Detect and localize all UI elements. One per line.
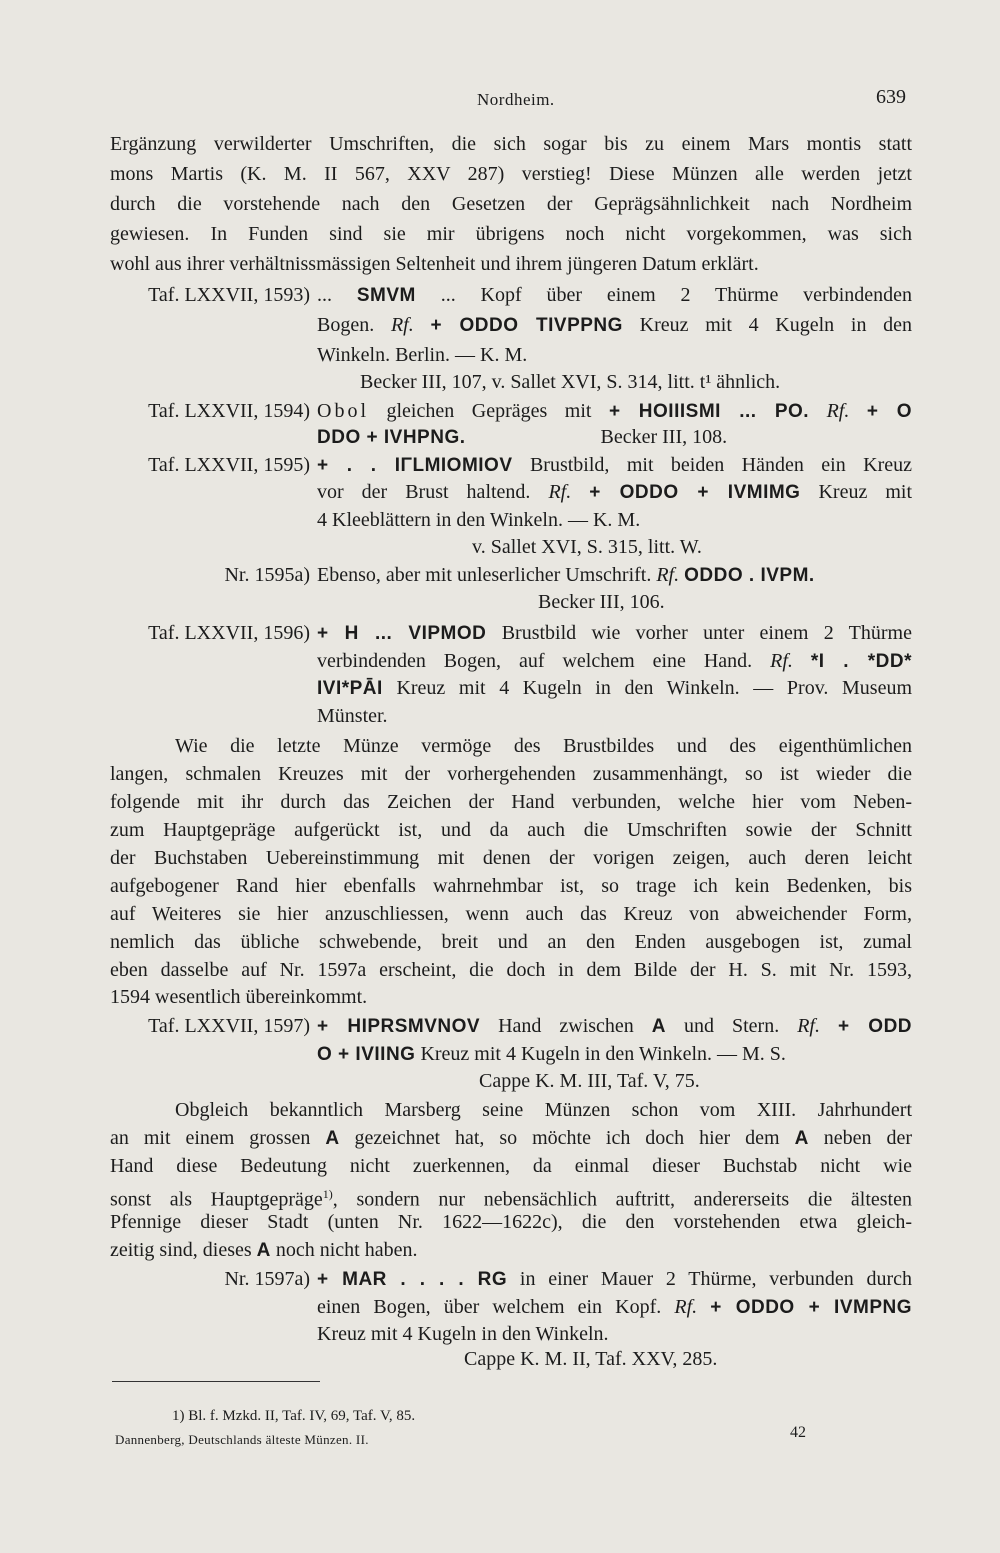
entry-1595-line3: 4 Kleeblättern in den Winkeln. — K. M. bbox=[317, 509, 641, 531]
coin-legend: DDO + IVHPNG. bbox=[317, 427, 466, 448]
para3-line: Hand diese Bedeutung nicht zuerkennen, da einmal dieser Buchstab nicht wie bbox=[110, 1155, 912, 1177]
para2-line: 1594 wesentlich übereinkommt. bbox=[110, 986, 368, 1008]
para1-line: gewiesen. In Funden sind sie mir übrigens noch nicht vorgekommen, was sich bbox=[110, 223, 912, 245]
footnote-ref: 1) bbox=[322, 1187, 333, 1201]
entry-1595a-reference: Becker III, 106. bbox=[538, 591, 665, 613]
para2-line: der Buchstaben Uebereinstimmung mit denen der vorigen zeigen, auch deren leicht bbox=[110, 847, 912, 869]
coin-legend: + ODDO + IVMPNG bbox=[710, 1297, 912, 1318]
entry-1597-line1: + HIPRSMVNOV Hand zwischen A und Stern. Rf. + ODD bbox=[317, 1015, 913, 1037]
para2-line: zum Hauptgepräge aufgerückt ist, und da auch die Umschriften sowie der Schnitt bbox=[110, 819, 912, 841]
signature-mark: 42 bbox=[790, 1424, 806, 1441]
entry-1595-line1: + . . IΓLMIOMIOV Brustbild, mit beiden Händen ein Kreuz bbox=[317, 454, 913, 476]
entry-label-1594: Taf. LXXVII, 1594) bbox=[148, 400, 310, 422]
coin-legend: IVI*PĀI bbox=[317, 678, 383, 699]
entry-1594-line1: Obol gleichen Gepräges mit + HOIIISMI ... PO. Rf. + O bbox=[317, 400, 912, 422]
coin-legend: + HOIIISMI ... PO. bbox=[608, 401, 810, 422]
entry-1596-line4: Münster. bbox=[317, 705, 388, 727]
coin-legend: *I . *DD* bbox=[810, 651, 912, 672]
coin-legend: + ODDO TIVPPNG bbox=[430, 315, 623, 336]
para1-line: durch die vorstehende nach den Gesetzen der Geprägsähnlichkeit nach Nordheim bbox=[110, 193, 912, 215]
para2-line: nemlich das übliche schwebende, breit und an den Enden ausgebogen ist, zumal bbox=[110, 931, 912, 953]
entry-1597-reference: Cappe K. M. III, Taf. V, 75. bbox=[479, 1070, 700, 1092]
para2-line: auf Weiteres sie hier anzuschliessen, wenn auch das Kreuz von abweichender Form, bbox=[110, 903, 912, 925]
para3-line: an mit einem grossen A gezeichnet hat, so möchte ich doch hier dem A neben der bbox=[110, 1127, 912, 1149]
para3-line: zeitig sind, dieses A noch nicht haben. bbox=[110, 1239, 418, 1261]
entry-1596-line2: verbindenden Bogen, auf welchem eine Hand. Rf. *I . *DD* bbox=[317, 650, 912, 672]
para3-line: sonst als Hauptgepräge$^{1)}$, sondern nur nebensächlich auftritt, andererseits die ältesten bbox=[110, 1187, 912, 1211]
entry-1596-line1: + H ... VIPMOD Brustbild wie vorher unter einem 2 Thürme bbox=[317, 622, 912, 644]
entry-label-1593: Taf. LXXVII, 1593) bbox=[148, 284, 310, 306]
para1-line: wohl aus ihrer verhältnissmässigen Seltenheit und ihrem jüngeren Datum erklärt. bbox=[110, 253, 759, 275]
coin-legend: + . . IΓLMIOMIOV bbox=[317, 455, 513, 476]
page-number: 639 bbox=[876, 86, 906, 108]
entry-1597a-reference: Cappe K. M. II, Taf. XXV, 285. bbox=[464, 1348, 718, 1370]
para2-line: Wie die letzte Münze vermöge des Brustbildes und des eigenthümlichen bbox=[175, 735, 912, 757]
coin-legend: SMVM bbox=[356, 285, 416, 306]
coin-legend: + ODD bbox=[837, 1016, 913, 1037]
entry-1597-line2: O + IVIING Kreuz mit 4 Kugeln in den Winkeln. — M. S. bbox=[317, 1043, 786, 1065]
para2-line: eben dasselbe auf Nr. 1597a erscheint, die doch in dem Bilde der H. S. mit Nr. 1593, bbox=[110, 959, 912, 981]
entry-1593-line1: ... SMVM ... Kopf über einem 2 Thürme verbindenden bbox=[317, 284, 913, 306]
entry-1595-reference: v. Sallet XVI, S. 315, litt. W. bbox=[472, 536, 702, 558]
entry-label-1596: Taf. LXXVII, 1596) bbox=[148, 622, 310, 644]
para2-line: langen, schmalen Kreuzes mit der vorhergehenden zusammenhängt, so ist wieder die bbox=[110, 763, 912, 785]
entry-1593-line3: Winkeln. Berlin. — K. M. bbox=[317, 344, 528, 366]
coin-legend: + O bbox=[866, 401, 912, 422]
entry-1593-reference: Becker III, 107, v. Sallet XVI, S. 314, litt. t¹ ähnlich. bbox=[360, 371, 781, 393]
coin-legend: + ODDO + IVMIMG bbox=[589, 482, 801, 503]
imprint: Dannenberg, Deutschlands älteste Münzen. II. bbox=[115, 1432, 369, 1447]
coin-legend: ODDO . IVPM. bbox=[684, 565, 815, 586]
coin-legend: + MAR . . . . RG bbox=[317, 1269, 508, 1290]
para3-line: Pfennige dieser Stadt (unten Nr. 1622—1622c), die den vorstehenden etwa gleich- bbox=[110, 1211, 912, 1233]
footnote: 1) Bl. f. Mzkd. II, Taf. IV, 69, Taf. V, 85. bbox=[172, 1408, 416, 1424]
para1-line: Ergänzung verwilderter Umschriften, die sich sogar bis zu einem Mars montis statt bbox=[110, 133, 912, 155]
entry-1596-line3: IVI*PĀI Kreuz mit 4 Kugeln in den Winkeln. — Prov. Museum bbox=[317, 677, 913, 699]
entry-1597a-line1: + MAR . . . . RG in einer Mauer 2 Thürme, verbunden durch bbox=[317, 1268, 913, 1290]
coin-legend: O + IVIING bbox=[317, 1044, 416, 1065]
entry-label-1595: Taf. LXXVII, 1595) bbox=[148, 454, 310, 476]
coin-legend: + HIPRSMVNOV bbox=[317, 1016, 481, 1037]
entry-1593-line2: Bogen. Rf. + ODDO TIVPPNG Kreuz mit 4 Kugeln in den bbox=[317, 314, 913, 336]
entry-label-1595a: Nr. 1595a) bbox=[224, 564, 310, 586]
para2-line: folgende mit ihr durch das Zeichen der Hand verbunden, welche hier vom Neben- bbox=[110, 791, 912, 813]
footnote-rule bbox=[112, 1381, 320, 1382]
entry-1597a-line2: einen Bogen, über welchem ein Kopf. Rf. + ODDO + IVMPNG bbox=[317, 1296, 912, 1318]
entry-label-1597a: Nr. 1597a) bbox=[224, 1268, 310, 1290]
para3-line: Obgleich bekanntlich Marsberg seine Münzen schon vom XIII. Jahrhundert bbox=[175, 1099, 912, 1121]
entry-1594-line2: DDO + IVHPNG. Becker III, 108. bbox=[317, 426, 728, 448]
coin-legend: + H ... VIPMOD bbox=[317, 623, 487, 644]
para2-line: aufgebogener Rand hier ebenfalls wahrnehmbar ist, so trage ich kein Bedenken, bis bbox=[110, 875, 912, 897]
entry-1595-line2: vor der Brust haltend. Rf. + ODDO + IVMIMG Kreuz mit bbox=[317, 481, 913, 503]
entry-1597a-line3: Kreuz mit 4 Kugeln in den Winkeln. bbox=[317, 1323, 609, 1345]
entry-1595a-line1: Ebenso, aber mit unleserlicher Umschrift. Rf. ODDO . IVPM. bbox=[317, 564, 815, 586]
running-title: Nordheim. bbox=[477, 90, 555, 109]
entry-label-1597: Taf. LXXVII, 1597) bbox=[148, 1015, 310, 1037]
para1-line: mons Martis (K. M. II 567, XXV 287) verstieg! Diese Münzen alle werden jetzt bbox=[110, 163, 912, 185]
